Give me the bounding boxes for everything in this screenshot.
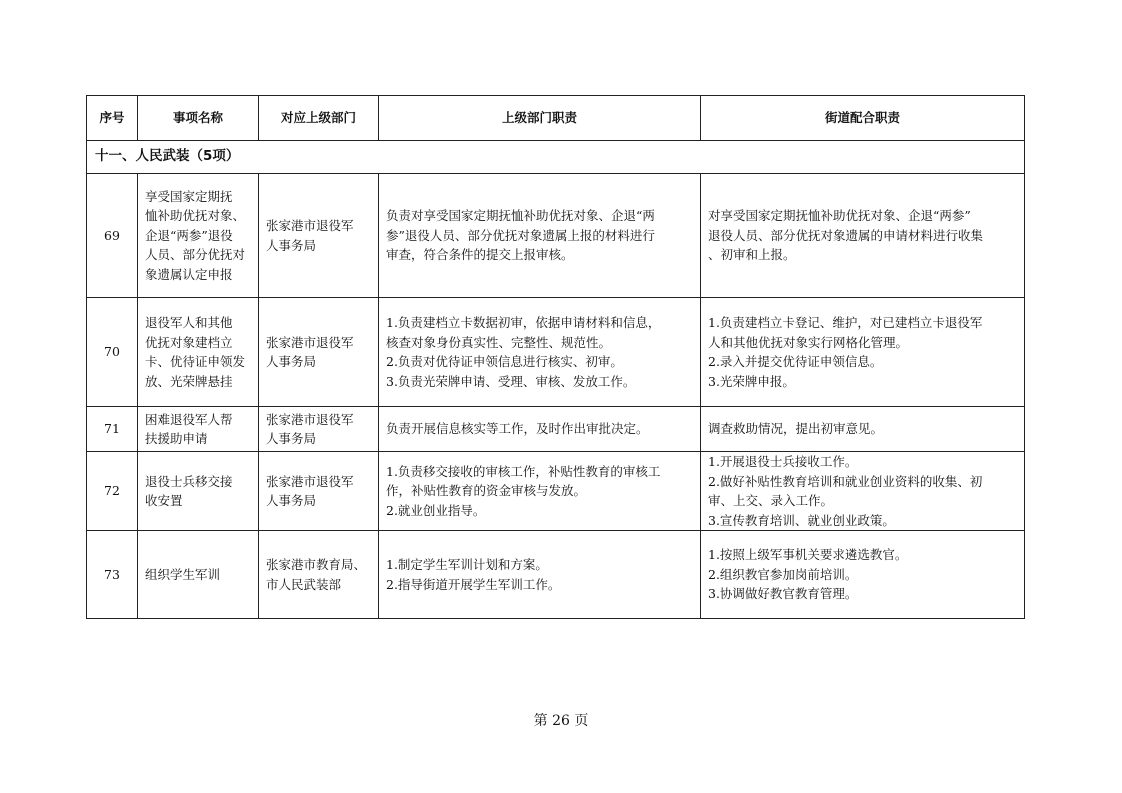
row-number: 72 xyxy=(87,452,138,531)
cell-line: 人员、部分优抚对 xyxy=(145,247,246,263)
item-name-cell xyxy=(138,531,259,619)
dept-duty-cell xyxy=(379,298,701,407)
row-number: 71 xyxy=(87,407,138,452)
table-row xyxy=(87,452,1025,531)
cell-line: 恤补助优抚对象、 xyxy=(145,208,246,224)
cell-line: 审查，符合条件的提交上报审核。 xyxy=(386,247,574,263)
cell-line: 2.做好补贴性教育培训和就业创业资料的收集、初 xyxy=(708,473,983,489)
responsibility-table xyxy=(86,95,1025,619)
cell-line: 人事务局 xyxy=(266,431,317,446)
cell-line: 放、光荣牌悬挂 xyxy=(145,373,233,389)
cell-line: 卡、优待证申领发 xyxy=(145,354,246,369)
cell-line: 2.指导街道开展学生军训工作。 xyxy=(386,576,561,592)
dept-duty-cell xyxy=(379,407,701,452)
street-duty-cell xyxy=(701,531,1025,619)
cell-line: 企退“两参”退役 xyxy=(145,227,233,243)
street-duty-cell xyxy=(701,452,1025,531)
cell-line: 组织学生军训 xyxy=(145,566,221,582)
cell-line: 负责开展信息核实等工作，及时作出审批决定。 xyxy=(386,421,649,437)
dept-cell xyxy=(259,298,379,407)
table-header-row xyxy=(87,96,1025,141)
cell-line: 3.负责光荣牌申请、受理、审核、发放工作。 xyxy=(386,373,636,389)
cell-line: 1.开展退役士兵接收工作。 xyxy=(708,454,858,469)
cell-line: 核查对象身份真实性、完整性、规范性。 xyxy=(386,334,612,350)
cell-line: 收安置 xyxy=(145,493,183,508)
cell-line: 张家港市退役军 xyxy=(266,473,354,489)
cell-line: 3.光荣牌申报。 xyxy=(708,373,795,389)
cell-line: 作，补贴性教育的资金审核与发放。 xyxy=(386,483,587,499)
item-name-cell xyxy=(138,298,259,407)
table-row xyxy=(87,531,1025,619)
cell-line: 人事务局 xyxy=(266,493,317,508)
header-dept-duty: 上级部门职责 xyxy=(379,96,701,141)
cell-line: 1.按照上级军事机关要求遴选教官。 xyxy=(708,547,908,563)
table-row xyxy=(87,407,1025,452)
header-seq: 序号 xyxy=(87,96,138,141)
cell-line: 1.负责移交接收的审核工作，补贴性教育的审核工 xyxy=(386,463,661,479)
cell-line: 人事务局 xyxy=(266,354,317,369)
cell-line: 张家港市教育局、 xyxy=(266,557,367,572)
street-duty-cell xyxy=(701,174,1025,298)
dept-duty-cell xyxy=(379,531,701,619)
section-row xyxy=(87,141,1025,174)
item-name-cell xyxy=(138,407,259,452)
row-number: 69 xyxy=(87,174,138,298)
cell-line: 审、上交、录入工作。 xyxy=(708,493,834,508)
cell-line: 张家港市退役军 xyxy=(266,411,354,427)
dept-duty-cell xyxy=(379,174,701,298)
table-row xyxy=(87,298,1025,407)
cell-line: 调查救助情况，提出初审意见。 xyxy=(708,421,884,437)
page-number: 第 26 页 xyxy=(533,713,589,729)
cell-line: 对享受国家定期抚恤补助优抚对象、企退“两参” xyxy=(708,208,971,224)
cell-line: 困难退役军人帮 xyxy=(145,411,233,427)
cell-line: 2.录入并提交优待证申领信息。 xyxy=(708,354,883,369)
cell-line: 退役人员、部分优抚对象遗属的申请材料进行收集 xyxy=(708,227,984,243)
cell-line: 1.负责建档立卡数据初审，依据申请材料和信息， xyxy=(386,315,661,330)
cell-line: 2.组织教官参加岗前培训。 xyxy=(708,566,858,582)
cell-line: 参”退役人员、部分优抚对象遗属上报的材料进行 xyxy=(386,227,655,243)
row-number: 70 xyxy=(87,298,138,407)
cell-line: 张家港市退役军 xyxy=(266,218,354,233)
cell-line: 张家港市退役军 xyxy=(266,334,354,350)
cell-line: 3.协调做好教官教育管理。 xyxy=(708,586,858,602)
cell-line: 3.宣传教育培训、就业创业政策。 xyxy=(708,512,895,528)
cell-line: 负责对享受国家定期抚恤补助优抚对象、企退“两 xyxy=(386,208,655,224)
cell-line: 退役军人和其他 xyxy=(145,315,233,330)
cell-line: 市人民武装部 xyxy=(266,576,342,592)
street-duty-cell xyxy=(701,298,1025,407)
item-name-cell xyxy=(138,174,259,298)
cell-line: 1.负责建档立卡登记、维护，对已建档立卡退役军 xyxy=(708,315,983,330)
dept-cell xyxy=(259,407,379,452)
header-item-name: 事项名称 xyxy=(138,96,259,141)
table-row xyxy=(87,174,1025,298)
item-name-cell xyxy=(138,452,259,531)
cell-line: 人事务局 xyxy=(266,237,317,253)
cell-line: 2.负责对优待证申领信息进行核实、初审。 xyxy=(386,354,623,369)
cell-line: 人和其他优抚对象实行网格化管理。 xyxy=(708,334,909,350)
cell-line: 1.制定学生军训计划和方案。 xyxy=(386,557,548,572)
cell-line: 象遗属认定申报 xyxy=(145,266,233,282)
dept-cell xyxy=(259,174,379,298)
cell-line: 享受国家定期抚 xyxy=(145,188,233,204)
cell-line: 2.就业创业指导。 xyxy=(386,502,486,518)
street-duty-cell xyxy=(701,407,1025,452)
dept-duty-cell xyxy=(379,452,701,531)
section-title: 十一、人民武装（5项） xyxy=(87,141,1025,174)
cell-line: 优抚对象建档立 xyxy=(145,334,233,350)
header-dept: 对应上级部门 xyxy=(259,96,379,141)
dept-cell xyxy=(259,531,379,619)
header-street-duty: 街道配合职责 xyxy=(701,96,1025,141)
cell-line: 退役士兵移交接 xyxy=(145,473,233,489)
row-number: 73 xyxy=(87,531,138,619)
cell-line: 、初审和上报。 xyxy=(708,247,796,263)
cell-line: 扶援助申请 xyxy=(145,431,208,446)
dept-cell xyxy=(259,452,379,531)
